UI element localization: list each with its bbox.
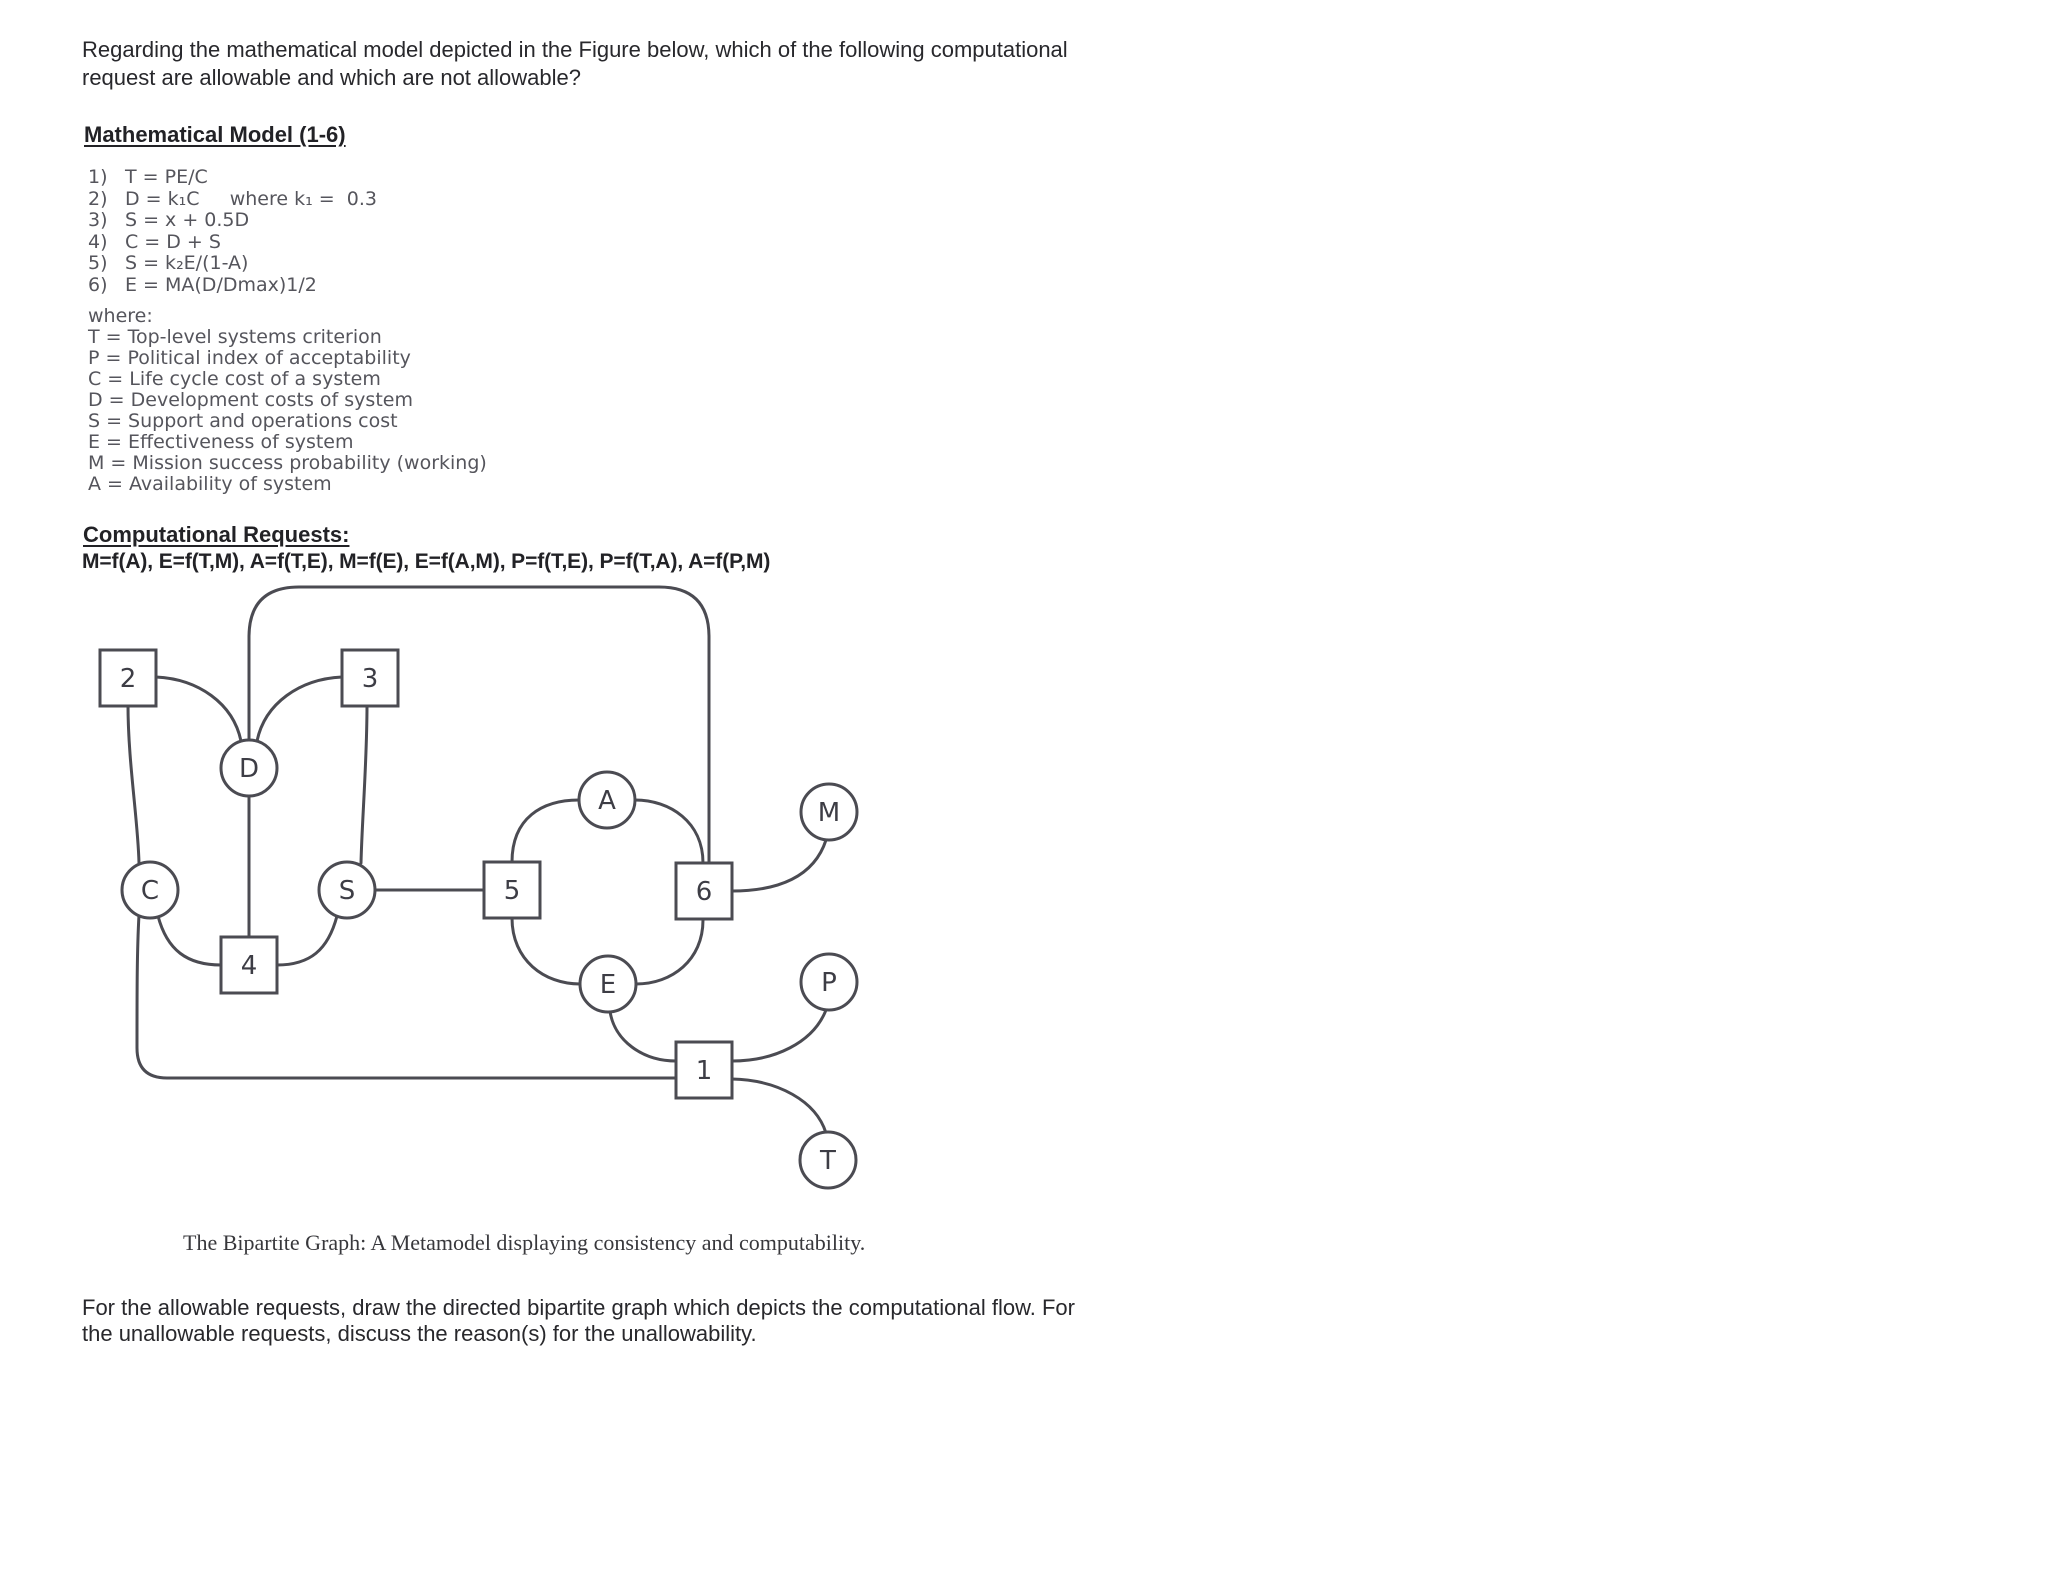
definition-T: T = Top-level systems criterion: [88, 326, 382, 348]
node-square-4: [221, 937, 277, 993]
definition-S: S = Support and operations cost: [88, 410, 398, 432]
square-6-label: 6: [695, 877, 713, 907]
equation-row-6: [88, 275, 377, 297]
bipartite-graph-figure: [60, 560, 960, 1240]
edge-1-T: [732, 1079, 826, 1133]
node-circle-D: [221, 740, 277, 796]
equation-number: 4): [88, 230, 108, 253]
node-square-5: [484, 862, 540, 918]
edge-2-D: [156, 677, 241, 741]
node-square-6: [676, 863, 732, 919]
equation-formula: S = k₂E/(1-A): [125, 252, 249, 274]
circle-A-label: A: [598, 786, 616, 816]
question-line-2: request are allowable and which are not allowable?: [82, 65, 581, 90]
equation-formula: D = k₁C where k₁ = 0.3: [125, 187, 377, 210]
definition-A: A = Availability of system: [88, 473, 332, 495]
equation-formula: C = D + S: [125, 230, 221, 253]
requests-heading: Computational Requests:: [83, 522, 350, 547]
definition-M: M = Mission success probability (working): [88, 452, 487, 474]
edge-5-E: [512, 918, 580, 984]
node-circle-T: [800, 1132, 856, 1188]
edge-6-M: [732, 840, 826, 891]
node-circle-A: [579, 772, 635, 828]
equation-formula: T = PE/C: [125, 166, 208, 188]
circle-M-label: M: [817, 798, 841, 828]
edge-C-4: [158, 916, 221, 965]
edge-D-6-loop: [249, 587, 709, 863]
circle-T-label: T: [820, 1146, 836, 1176]
where-label: where:: [88, 305, 153, 327]
edge-3-D: [257, 677, 342, 741]
node-square-3: [342, 650, 398, 706]
circle-D-label: D: [238, 754, 260, 784]
circle-E-label: E: [599, 970, 617, 1000]
graph-nodes: [100, 650, 857, 1188]
square-2-label: 2: [119, 664, 137, 694]
figure-caption: The Bipartite Graph: A Metamodel displaying consistency and computability.: [183, 1230, 866, 1255]
equation-number: 6): [88, 273, 108, 296]
equation-row-5: [88, 253, 377, 275]
equation-row-4: [88, 232, 377, 254]
circle-P-label: P: [821, 968, 837, 998]
equation-list: [88, 167, 377, 296]
square-3-label: 3: [361, 664, 379, 694]
equation-formula: S = x + 0.5D: [125, 209, 250, 231]
equation-number: 1): [88, 166, 108, 188]
closing-line-1: For the allowable requests, draw the directed bipartite graph which depicts the computational flow. For: [82, 1295, 1075, 1320]
node-square-2: [100, 650, 156, 706]
square-5-label: 5: [503, 876, 521, 906]
definition-D: D = Development costs of system: [88, 389, 413, 411]
definition-C: C = Life cycle cost of a system: [88, 368, 381, 390]
model-heading: Mathematical Model (1-6): [84, 122, 346, 147]
variable-definitions: [88, 306, 487, 495]
edge-3-S: [361, 705, 367, 863]
node-square-1: [676, 1042, 732, 1098]
equation-row-3: [88, 210, 377, 232]
equation-number: 5): [88, 252, 108, 274]
edge-S-4: [277, 916, 337, 965]
closing-line-2: the unallowable requests, discuss the reason(s) for the unallowability.: [82, 1320, 757, 1346]
definition-E: E = Effectiveness of system: [88, 431, 354, 453]
node-circle-P: [801, 954, 857, 1010]
equation-number: 2): [88, 187, 108, 210]
node-circle-S: [319, 862, 375, 918]
closing-paragraph: [82, 1295, 1075, 1346]
edge-5-A: [512, 800, 579, 862]
circle-C-label: C: [140, 876, 160, 906]
square-4-label: 4: [240, 951, 258, 981]
equation-row-2: [88, 189, 377, 211]
square-1-label: 1: [695, 1056, 713, 1086]
question-line-1: Regarding the mathematical model depicted in the Figure below, which of the following computational: [82, 37, 1068, 62]
node-circle-M: [801, 784, 857, 840]
edge-1-P: [732, 1010, 826, 1061]
node-circle-C: [122, 862, 178, 918]
computational-requests-line: M=f(A), E=f(T,M), A=f(T,E), M=f(E), E=f(A,M), P=f(T,E), P=f(T,A), A=f(P,M): [82, 550, 771, 573]
edge-A-6: [635, 800, 703, 863]
equation-row-1: [88, 167, 377, 189]
edge-E-1: [610, 1011, 676, 1061]
edge-2-C: [128, 705, 139, 863]
circle-S-label: S: [338, 876, 356, 906]
equation-number: 3): [88, 209, 108, 231]
question-paragraph: [82, 36, 1068, 92]
edge-E-6: [636, 920, 703, 984]
definition-P: P = Political index of acceptability: [88, 347, 411, 369]
node-circle-E: [580, 956, 636, 1012]
equation-formula: E = MA(D/Dmax)1/2: [125, 273, 317, 296]
